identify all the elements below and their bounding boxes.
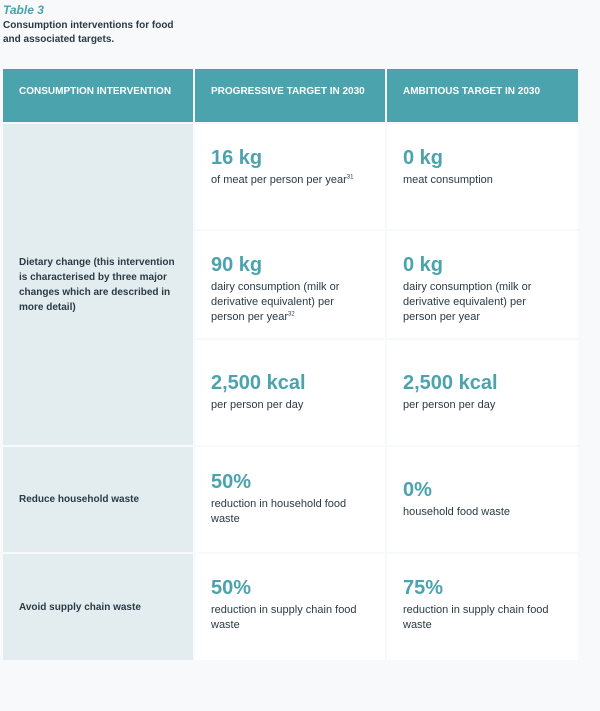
- target-description: dairy consumption (milk or derivative equivalent) per person per year: [403, 281, 532, 323]
- intervention-label: Dietary change (this intervention is characterised by three major changes which are described in more detail): [19, 256, 175, 313]
- cell-meat-ambitious: [387, 124, 578, 229]
- intervention-dietary-change: [3, 124, 193, 445]
- target-value: 16 kg: [211, 147, 263, 169]
- cell-meat-progressive: [195, 124, 385, 229]
- target-value: 75%: [403, 577, 444, 599]
- target-description: reduction in supply chain food waste: [403, 604, 549, 631]
- table-caption: [3, 3, 193, 47]
- target-description: [211, 173, 369, 188]
- target-value: 0 kg: [403, 147, 444, 169]
- reference-31: 31: [346, 174, 354, 181]
- target-description: [211, 280, 369, 325]
- target-value: 2,500 kcal: [403, 372, 498, 394]
- target-description: reduction in household food waste: [211, 498, 347, 525]
- intervention-label: Reduce household waste: [19, 494, 140, 505]
- target-description: per person per day: [211, 399, 304, 411]
- target-value: 0 kg: [403, 254, 444, 276]
- table-caption-text: Consumption interventions for food and associated targets.: [3, 20, 174, 45]
- cell-supply-progressive: [195, 554, 385, 660]
- intervention-label: Avoid supply chain waste: [19, 601, 141, 613]
- header-ambitious: AMBITIOUS TARGET IN 2030: [387, 69, 578, 122]
- target-description: per person per day: [403, 399, 496, 411]
- target-description: reduction in supply chain food waste: [211, 604, 357, 631]
- desc-text: of meat per person per year: [211, 174, 347, 186]
- cell-kcal-ambitious: [387, 340, 578, 445]
- header-intervention: CONSUMPTION INTERVENTION: [3, 69, 193, 122]
- cell-dairy-ambitious: [387, 231, 578, 338]
- table-label: Table 3: [3, 3, 44, 17]
- target-value: 50%: [211, 577, 252, 599]
- cell-household-ambitious: [387, 447, 578, 552]
- header-progressive: PROGRESSIVE TARGET IN 2030: [195, 69, 385, 122]
- target-value: 50%: [211, 471, 252, 493]
- target-value: 90 kg: [211, 254, 263, 276]
- intervention-supply-chain-waste: [3, 554, 193, 660]
- cell-dairy-progressive: [195, 231, 385, 338]
- desc-text: dairy consumption (milk or derivative equivalent) per person per year: [211, 281, 340, 323]
- cell-household-progressive: [195, 447, 385, 552]
- target-value: 0%: [403, 479, 432, 501]
- target-description: household food waste: [403, 506, 511, 518]
- intervention-household-waste: [3, 447, 193, 552]
- targets-table: [3, 69, 578, 660]
- target-description: meat consumption: [403, 174, 493, 186]
- target-value: 2,500 kcal: [211, 372, 306, 394]
- cell-supply-ambitious: [387, 554, 578, 660]
- reference-32: 32: [288, 311, 295, 318]
- cell-kcal-progressive: [195, 340, 385, 445]
